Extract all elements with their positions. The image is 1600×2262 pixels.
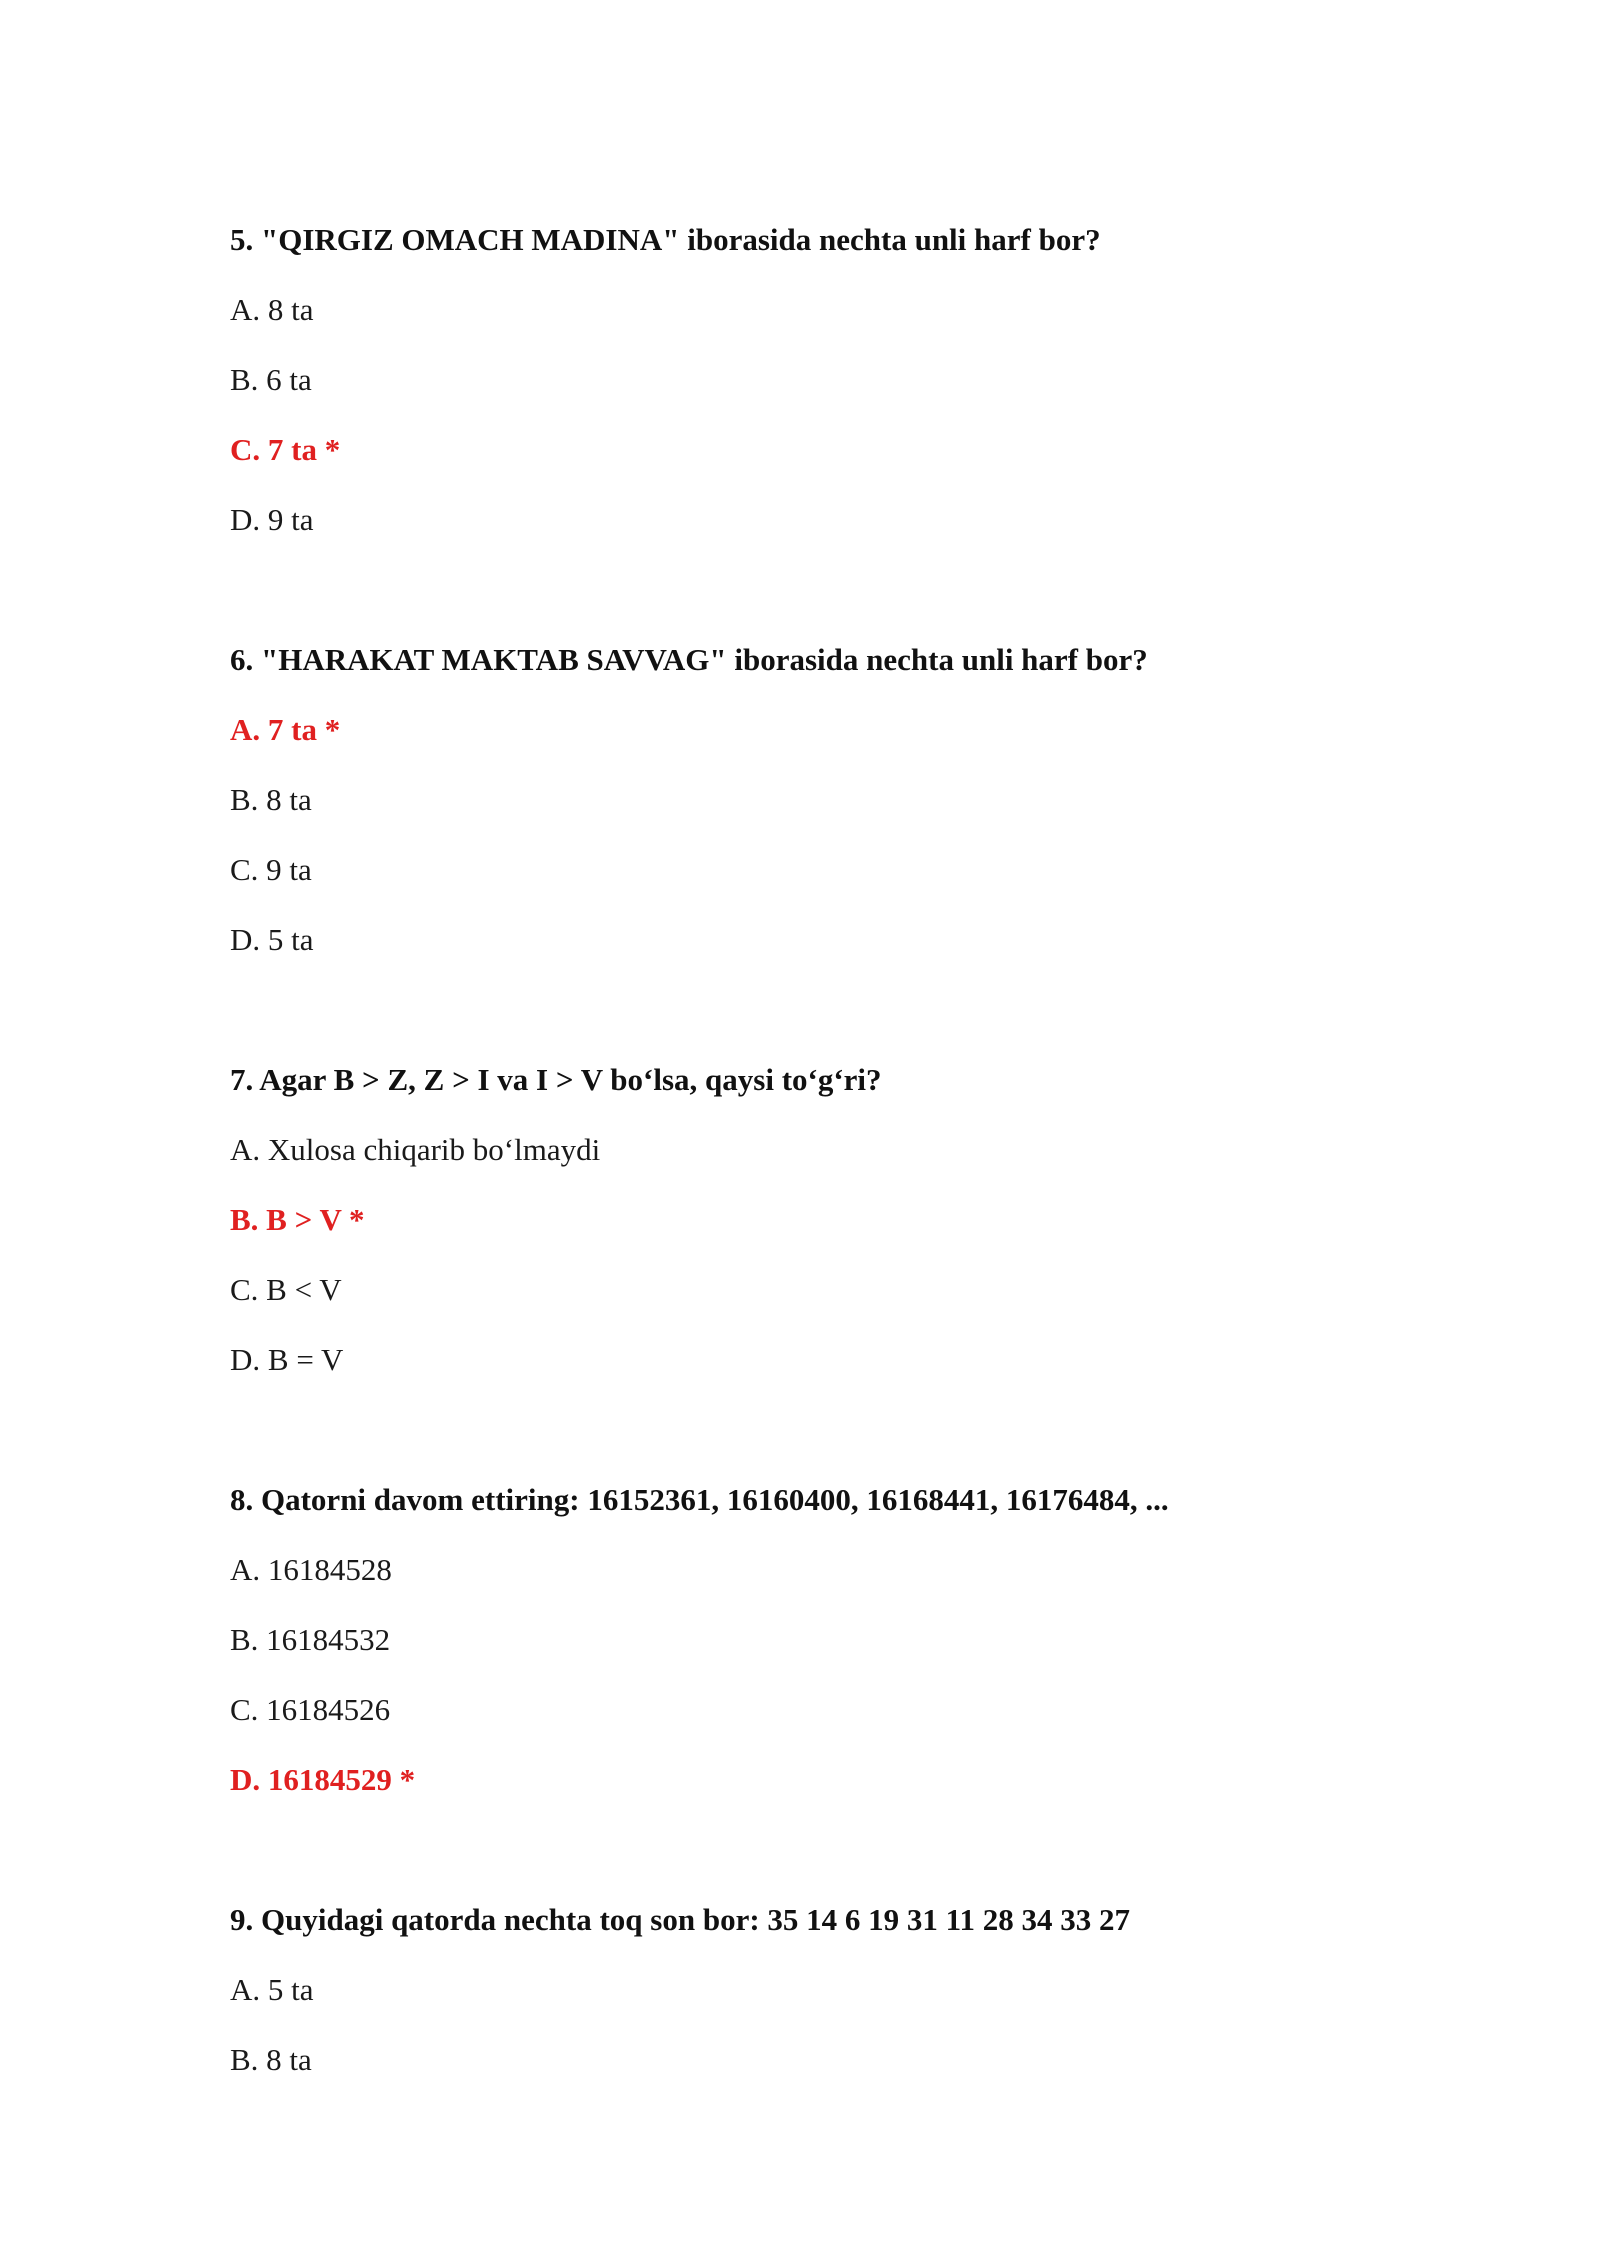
question-8-option-a: A. 16184528 — [230, 1552, 392, 1587]
question-7-text: 7. Agar B > Z, Z > I va I > V bo‘lsa, qaysi to‘g‘ri? — [230, 1062, 882, 1097]
question-6-option-a-correct: A. 7 ta * — [230, 712, 341, 747]
question-6-option-c: C. 9 ta — [230, 852, 312, 887]
question-9-text: 9. Quyidagi qatorda nechta toq son bor: 35 14 6 19 31 11 28 34 33 27 — [230, 1902, 1130, 1937]
question-9-option-a: A. 5 ta — [230, 1972, 314, 2007]
question-5-option-c-correct: C. 7 ta * — [230, 432, 341, 467]
question-5-option-a: A. 8 ta — [230, 292, 314, 327]
question-7-option-b-correct: B. B > V * — [230, 1202, 365, 1237]
question-9-option-b: B. 8 ta — [230, 2042, 312, 2077]
question-5-option-d: D. 9 ta — [230, 502, 314, 537]
question-5-option-b: B. 6 ta — [230, 362, 312, 397]
question-8-option-d-correct: D. 16184529 * — [230, 1762, 416, 1797]
question-8-option-b: B. 16184532 — [230, 1622, 391, 1657]
question-5-text: 5. "QIRGIZ OMACH MADINA" iborasida nechta unli harf bor? — [230, 222, 1101, 257]
question-6-option-d: D. 5 ta — [230, 922, 314, 957]
question-6-text: 6. "HARAKAT MAKTAB SAVVAG" iborasida nechta unli harf bor? — [230, 642, 1148, 677]
question-7-option-d: D. B = V — [230, 1342, 344, 1377]
question-8-text: 8. Qatorni davom ettiring: 16152361, 16160400, 16168441, 16176484, ... — [230, 1482, 1169, 1517]
question-6-option-b: B. 8 ta — [230, 782, 312, 817]
question-7-option-a: A. Xulosa chiqarib bo‘lmaydi — [230, 1132, 601, 1167]
question-8-option-c: C. 16184526 — [230, 1692, 391, 1727]
question-7-option-c: C. B < V — [230, 1272, 342, 1307]
